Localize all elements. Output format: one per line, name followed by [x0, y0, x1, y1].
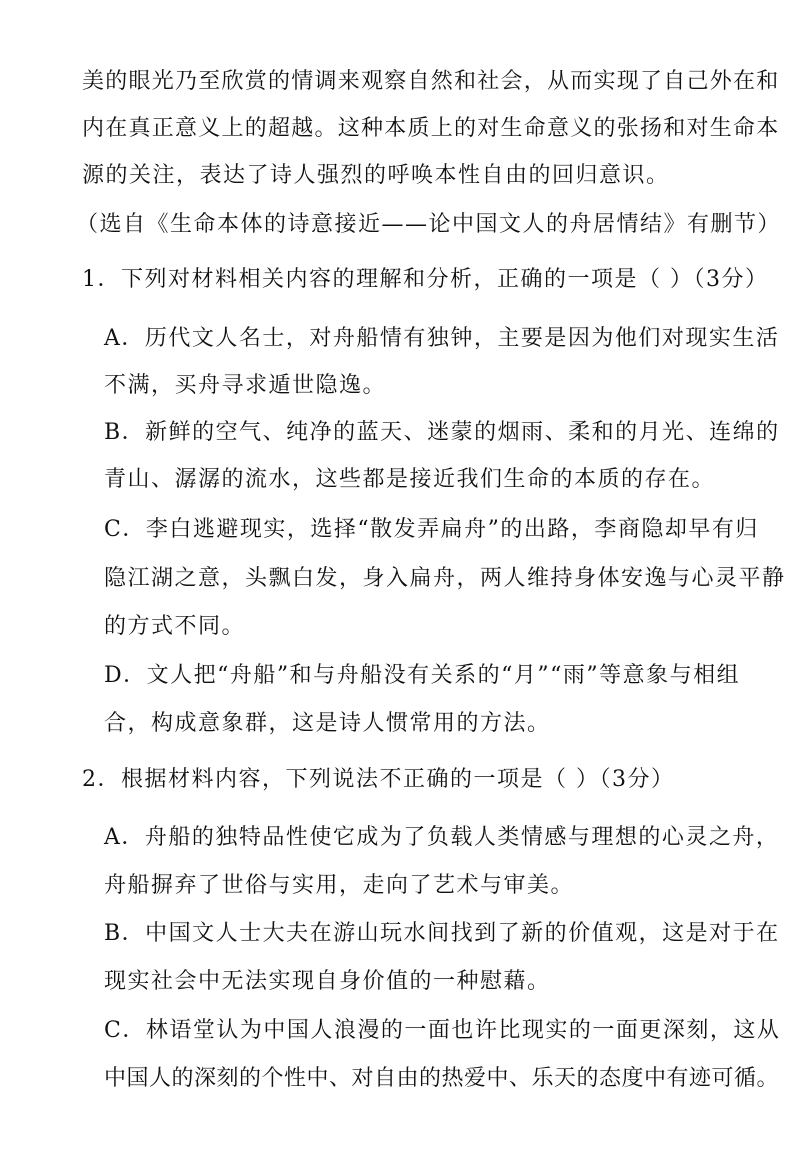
option-line: B．新鲜的空气、纯净的蓝天、迷蒙的烟雨、柔和的月光、连绵的 [104, 420, 780, 445]
passage-source: （选自《生命本体的诗意接近——论中国文人的舟居情结》有删节） [76, 212, 782, 237]
option-line: B．中国文人士大夫在游山玩水间找到了新的价值观，这是对于在 [104, 921, 780, 946]
option-line: 中国人的深刻的个性中、对自由的热爱中、乐天的态度中有迹可循。 [104, 1066, 780, 1091]
option-line: A．舟船的独特品性使它成为了负载人类情感与理想的心灵之舟， [104, 825, 780, 850]
option-line: C．李白逃避现实，选择“散发弄扁舟”的出路，李商隐却早有归 [104, 517, 759, 542]
option-line: 现实社会中无法实现自身价值的一种慰藉。 [104, 969, 551, 994]
option-line: 舟船摒弃了世俗与实用，走向了艺术与审美。 [104, 873, 575, 898]
question-stem: 2．根据材料内容，下列说法不正确的一项是（ ）（3分） [82, 767, 675, 792]
option-line: 的方式不同。 [104, 614, 246, 639]
option-line: A．历代文人名士，对舟船情有独钟，主要是因为他们对现实生活 [104, 326, 780, 351]
passage-line: 源的关注，表达了诗人强烈的呼唤本性自由的回归意识。 [82, 163, 670, 188]
passage-line: 美的眼光乃至欣赏的情调来观察自然和社会，从而实现了自己外在和 [82, 69, 780, 94]
option-line: D．文人把“舟船”和与舟船没有关系的“月”“雨”等意象与相组 [104, 663, 741, 688]
option-line: 青山、潺潺的流水，这些都是接近我们生命的本质的存在。 [104, 467, 716, 492]
option-line: 合，构成意象群，这是诗人惯常用的方法。 [104, 711, 551, 736]
passage-line: 内在真正意义上的超越。这种本质上的对生命意义的张扬和对生命本 [82, 116, 780, 141]
option-line: C．林语堂认为中国人浪漫的一面也许比现实的一面更深刻，这从 [104, 1018, 781, 1043]
option-line: 不满，买舟寻求遁世隐逸。 [104, 373, 387, 398]
question-stem: 1．下列对材料相关内容的理解和分析，正确的一项是（ ）（3分） [82, 267, 769, 292]
option-line: 隐江湖之意，头飘白发，身入扁舟，两人维持身体安逸与心灵平静 [104, 566, 786, 591]
